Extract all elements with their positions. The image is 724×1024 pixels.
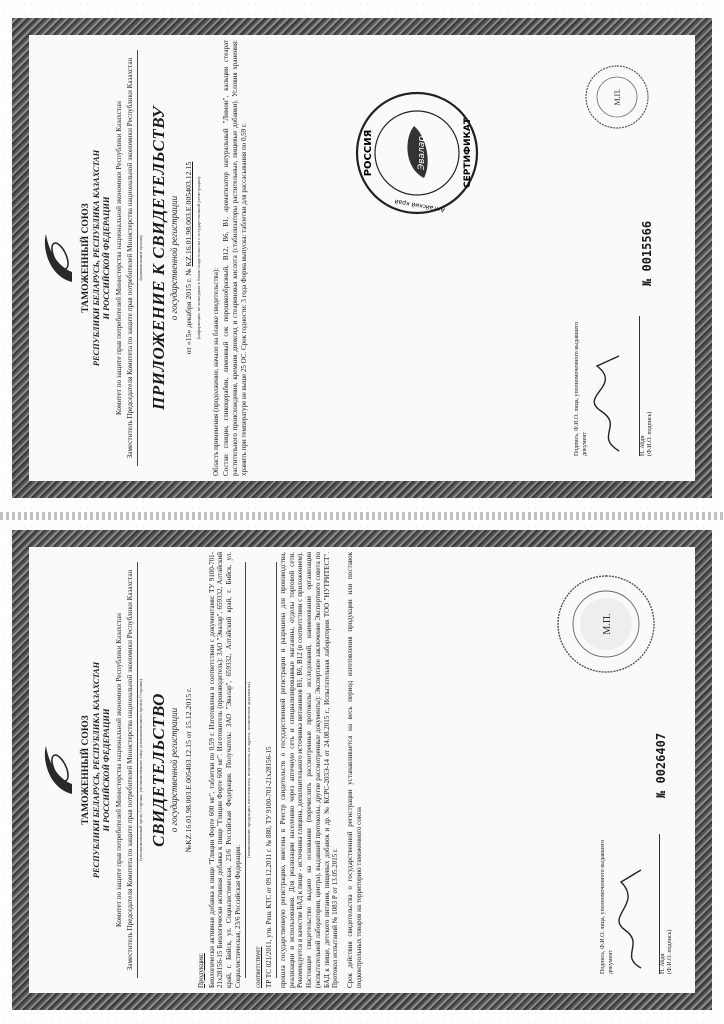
appendix-sheet bbox=[12, 18, 712, 498]
document-title: СВИДЕТЕЛЬСТВО bbox=[148, 693, 168, 847]
date-caption: (информация, не вошедшая в бланк свидетельства о государственной регистрации) bbox=[195, 176, 201, 340]
serial-prefix: № bbox=[640, 278, 654, 286]
divider bbox=[276, 562, 277, 978]
signature-name: Н. Абди bbox=[659, 953, 666, 974]
validity-text: Срок действия свидетельства о государственной регистрации устанавливается на весь период изготовления продукции или поставок подконтрольных товаров на территорию таможенного союза bbox=[346, 552, 363, 988]
union-subtitle-2: И РОССИЙСКОЙ ФЕДЕРАЦИИ bbox=[102, 708, 112, 832]
date-day: 15 bbox=[184, 333, 194, 342]
serial-value: 0026407 bbox=[654, 732, 668, 784]
certificate-sheet bbox=[12, 530, 712, 1010]
signature-block bbox=[574, 316, 655, 456]
signature-caption: Подпись, Ф.И.О. лица, уполномоченного выдавшего документ bbox=[600, 839, 614, 974]
document-subtitle: о государственной регистрации bbox=[168, 707, 179, 833]
date-year: 2015 bbox=[184, 284, 194, 300]
certificate-content bbox=[34, 552, 690, 988]
registration-number: KZ.16.01.98.003.Е.005403.12.15 bbox=[184, 161, 194, 267]
signature-block bbox=[600, 834, 675, 974]
signature-scribble bbox=[589, 336, 629, 456]
compliance-label: соответствует bbox=[254, 946, 263, 988]
serial-number bbox=[640, 221, 655, 286]
document-subtitle: о государственной регистрации bbox=[168, 195, 179, 321]
stamp-left-text: Алтайский край bbox=[394, 197, 446, 214]
serial-prefix: № bbox=[654, 790, 668, 798]
serial-value: 0015566 bbox=[640, 220, 654, 272]
union-subtitle-2: И РОССИЙСКОЙ ФЕДЕРАЦИИ bbox=[102, 196, 112, 320]
area-of-application: Область применения (продолжение, начало на бланке свидетельства): bbox=[211, 267, 220, 476]
stamp-brand: Эвалар bbox=[417, 135, 427, 171]
product-caption: (наименование продукции, изготовителя, получателя, их адреса, технические документы) bbox=[245, 682, 251, 858]
union-title: ТАМОЖЕННЫЙ СОЮЗ bbox=[80, 715, 91, 825]
committee-deputy: Заместитель Председателя Комитета по защите прав потребителей Министерства национальной экономики Республики Казахстан bbox=[125, 569, 134, 971]
mp-stamp bbox=[582, 62, 652, 132]
date-month: декабря bbox=[184, 301, 194, 328]
product-label: Продукция: bbox=[196, 953, 205, 988]
stamp-top-text: РОССИЯ bbox=[363, 129, 374, 177]
signature-caption-2: (Ф.И.О. подпись) bbox=[647, 411, 653, 456]
committee-deputy: Заместитель Председателя Комитета по защите прав потребителей Министерства национальной экономики Республики Казахстан bbox=[125, 57, 134, 459]
date-line: от «15» декабря 2015 г. № KZ.16.01.98.003.Е.005403.12.15 bbox=[184, 161, 194, 355]
customs-union-emblem-icon bbox=[38, 230, 78, 286]
date-year-suffix: г. № bbox=[184, 268, 194, 283]
committee-name: Комитет по защите прав потребителей Министерства национальной экономики Республики Казахстан bbox=[114, 100, 123, 416]
product-text: Биологически активная добавка к пище "Глицин Форте 600 мг", таблетки по 0,59 г. Изготовлена в соответствии с документами: ТУ 9100-701-21x28156-15 Биологически активная добавка к пище "Глицин Форте 600 мг". Изготовитель (производитель): ЗАО "Эвалар", 659332, Алтайский край, г. Бийск, ул. Социалистическая, 23/6 Российская Федерация. Получатель: ЗАО "Эвалар", 659332, Алтайский край, г. Бийск, ул. Социалистическая, 23/6 Российская Федерация. bbox=[207, 552, 242, 988]
mp-stamp bbox=[554, 572, 658, 676]
committee-caption: (уполномоченный орган Стороны, уполномоченное лицо уполномоченного органа Стороны) bbox=[137, 679, 143, 861]
compliance-text: ТР ТС 021/2011, утв. Реш. КТС от 09.12.2011 г. № 880, ТУ 9100-701-21x28156-15 bbox=[265, 746, 274, 988]
stamp-ring-text: СЕРТИФИКАТ bbox=[463, 118, 473, 188]
signature-caption-2: (Ф.И.О. подпись) bbox=[667, 929, 673, 974]
serial-number bbox=[654, 733, 669, 798]
composition-text: Состав: глицин, гликоцерабин, лимонный сок порошкообразный, B12, B6, B1, ароматизатор натуральный "Лимон", кальция стеарат растительного происхождения, кремния диоксид и стеариновая кислота (стабилизаторы растительные, пищевые добавки). Условия хранения: хранить при температуре не выше 25 ОС. Срок годности: 3 года Форма выпуска: таблетки для рассасывания по 0,59 г. bbox=[222, 40, 248, 476]
union-title: ТАМОЖЕННЫЙ СОЮЗ bbox=[80, 203, 91, 313]
signature-caption: Подпись, Ф.И.О. лица, уполномоченного выдавшего документ bbox=[574, 321, 588, 456]
document-title: ПРИЛОЖЕНИЕ К СВИДЕТЕЛЬСТВУ bbox=[148, 106, 168, 411]
committee-name: Комитет по защите прав потребителей Министерства национальной экономики Республики Казахстан bbox=[114, 612, 123, 928]
union-subtitle-1: РЕСПУБЛИКИ БЕЛАРУСЬ, РЕСПУБЛИКА КАЗАХСТАН bbox=[91, 661, 101, 879]
mp-label: М.П. bbox=[602, 613, 613, 635]
page-fold bbox=[0, 512, 724, 520]
date-prefix: от bbox=[184, 347, 194, 355]
union-subtitle-1: РЕСПУБЛИКИ БЕЛАРУСЬ, РЕСПУБЛИКА КАЗАХСТАН bbox=[91, 149, 101, 367]
signature-name: Н. Абди bbox=[639, 435, 646, 456]
registration-body-text: прошла государственную регистрацию, внесена в Реестр свидетельств о государственной регистрации и разрешена для производства, реализации и использования. Для реализации населению через аптечную сеть и специализированные магазины, отделы торговой сети. Рекомендуется в качестве БАД к пище - источника глицина, дополнительного источника витаминов B1, B6, B12 (в соответствии с приложением). Настоящее свидетельство выдано на основании (перечислить рассмотренные протоколы исследований, наименование организации (испытательной лаборатории, центра), выдавшей протоколы, другие рассмотренные документы): Экспертное заключение Экспертного совета по БАД к пище, детского питания, пищевых добавок и др. № КСРС-203Э-14 от 24.08.2015 г., Испытательная лаборатория ТОО "НУТРИТЕСТ". Протокол испытаний № 1083 Р от 13.05.2015 г. bbox=[278, 552, 340, 988]
mp-label: М.П. bbox=[613, 88, 622, 106]
committee-caption: (наименование органа) bbox=[137, 235, 143, 281]
company-seal-stamp bbox=[352, 88, 482, 218]
appendix-content bbox=[34, 40, 690, 476]
registration-line: №KZ.16.01.98.003.Е.005403.12.15 от 15.12.2015 г. bbox=[184, 687, 194, 853]
signature-scribble bbox=[615, 854, 649, 974]
customs-union-emblem-icon bbox=[38, 742, 78, 798]
